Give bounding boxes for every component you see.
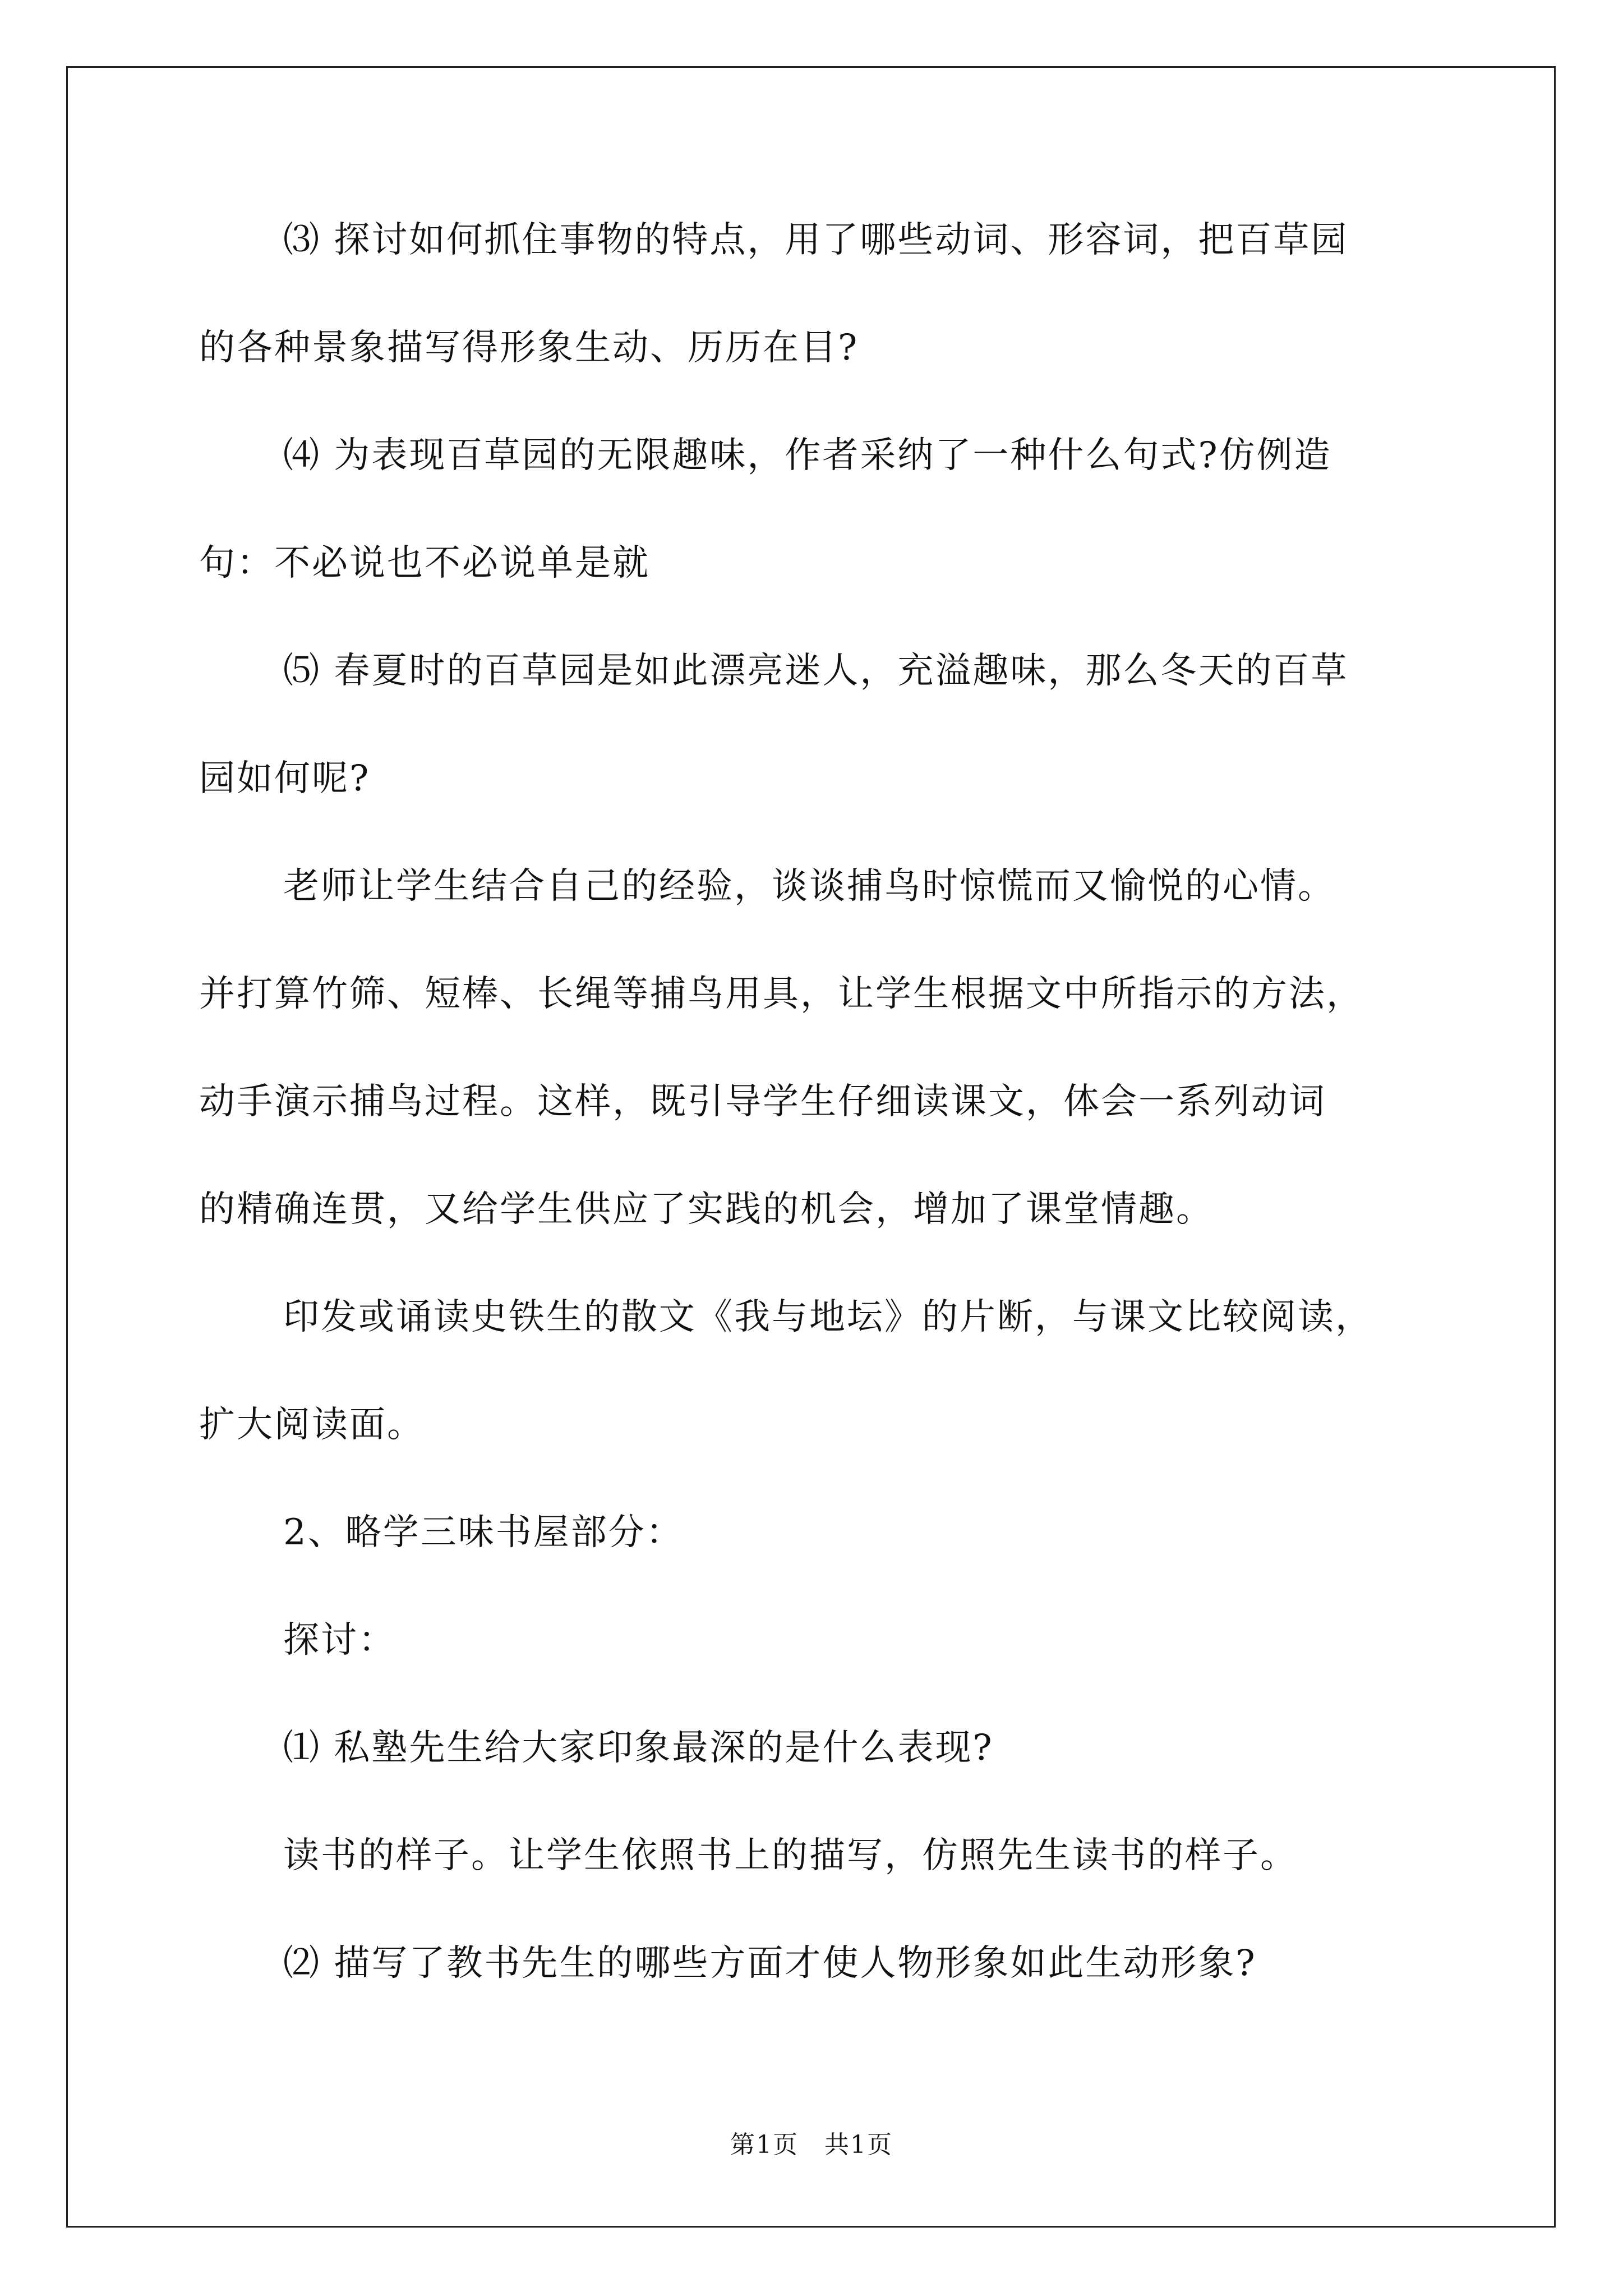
text-line: ⑶ 探讨如何抓住事物的特点，用了哪些动词、形容词，把百草园: [283, 219, 1349, 261]
paragraph-question-2: ⑵ 描写了教书先生的哪些方面才使人物形象如此生动形象?: [283, 1943, 1257, 1984]
text-line: 印发或诵读史铁生的散文《我与地坛》的片断，与课文比较阅读，: [283, 1296, 1373, 1338]
text-line: ⑸ 春夏时的百草园是如此漂亮迷人，充溢趣味，那么冬天的百草: [283, 650, 1349, 692]
text-line: 句：不必说也不必说单是就: [199, 542, 650, 584]
discussion-label: 探讨：: [283, 1619, 396, 1661]
paragraph-question-1: ⑴ 私塾先生给大家印象最深的是什么表现?: [283, 1727, 994, 1769]
paragraph-answer-1: 读书的样子。让学生依照书上的描写，仿照先生读书的样子。: [283, 1835, 1298, 1876]
paragraph-question-3: [199, 213, 1455, 375]
text-line: ⑷ 为表现百草园的无限趣味，作者采纳了一种什么句式?仿例造: [283, 435, 1332, 476]
text-line: 动手演示捕鸟过程。这样，既引导学生仔细读课文，体会一系列动词: [199, 1081, 1326, 1122]
document-body: [199, 213, 1455, 2044]
text-line: 老师让学生结合自己的经验，谈谈捕鸟时惊慌而又愉悦的心情。: [283, 866, 1335, 907]
section-heading: 2、略学三味书屋部分：: [283, 1512, 684, 1553]
text-line: 的精确连贯，又给学生供应了实践的机会，增加了课堂情趣。: [199, 1189, 1214, 1230]
text-line: 的各种景象描写得形象生动、历历在目?: [199, 327, 859, 369]
text-line: 并打算竹筛、短棒、长绳等捕鸟用具，让学生根据文中所指示的方法，: [199, 973, 1364, 1015]
paragraph-question-4: [199, 429, 1455, 590]
paragraph-question-5: [199, 644, 1455, 806]
page-number-footer: 第1页 共1页: [730, 2131, 893, 2159]
paragraph-extended-reading: [199, 1290, 1455, 1452]
text-line: 扩大阅读面。: [199, 1404, 425, 1446]
paragraph-bird-catching: [199, 859, 1455, 1236]
text-line: 园如何呢?: [199, 758, 371, 799]
